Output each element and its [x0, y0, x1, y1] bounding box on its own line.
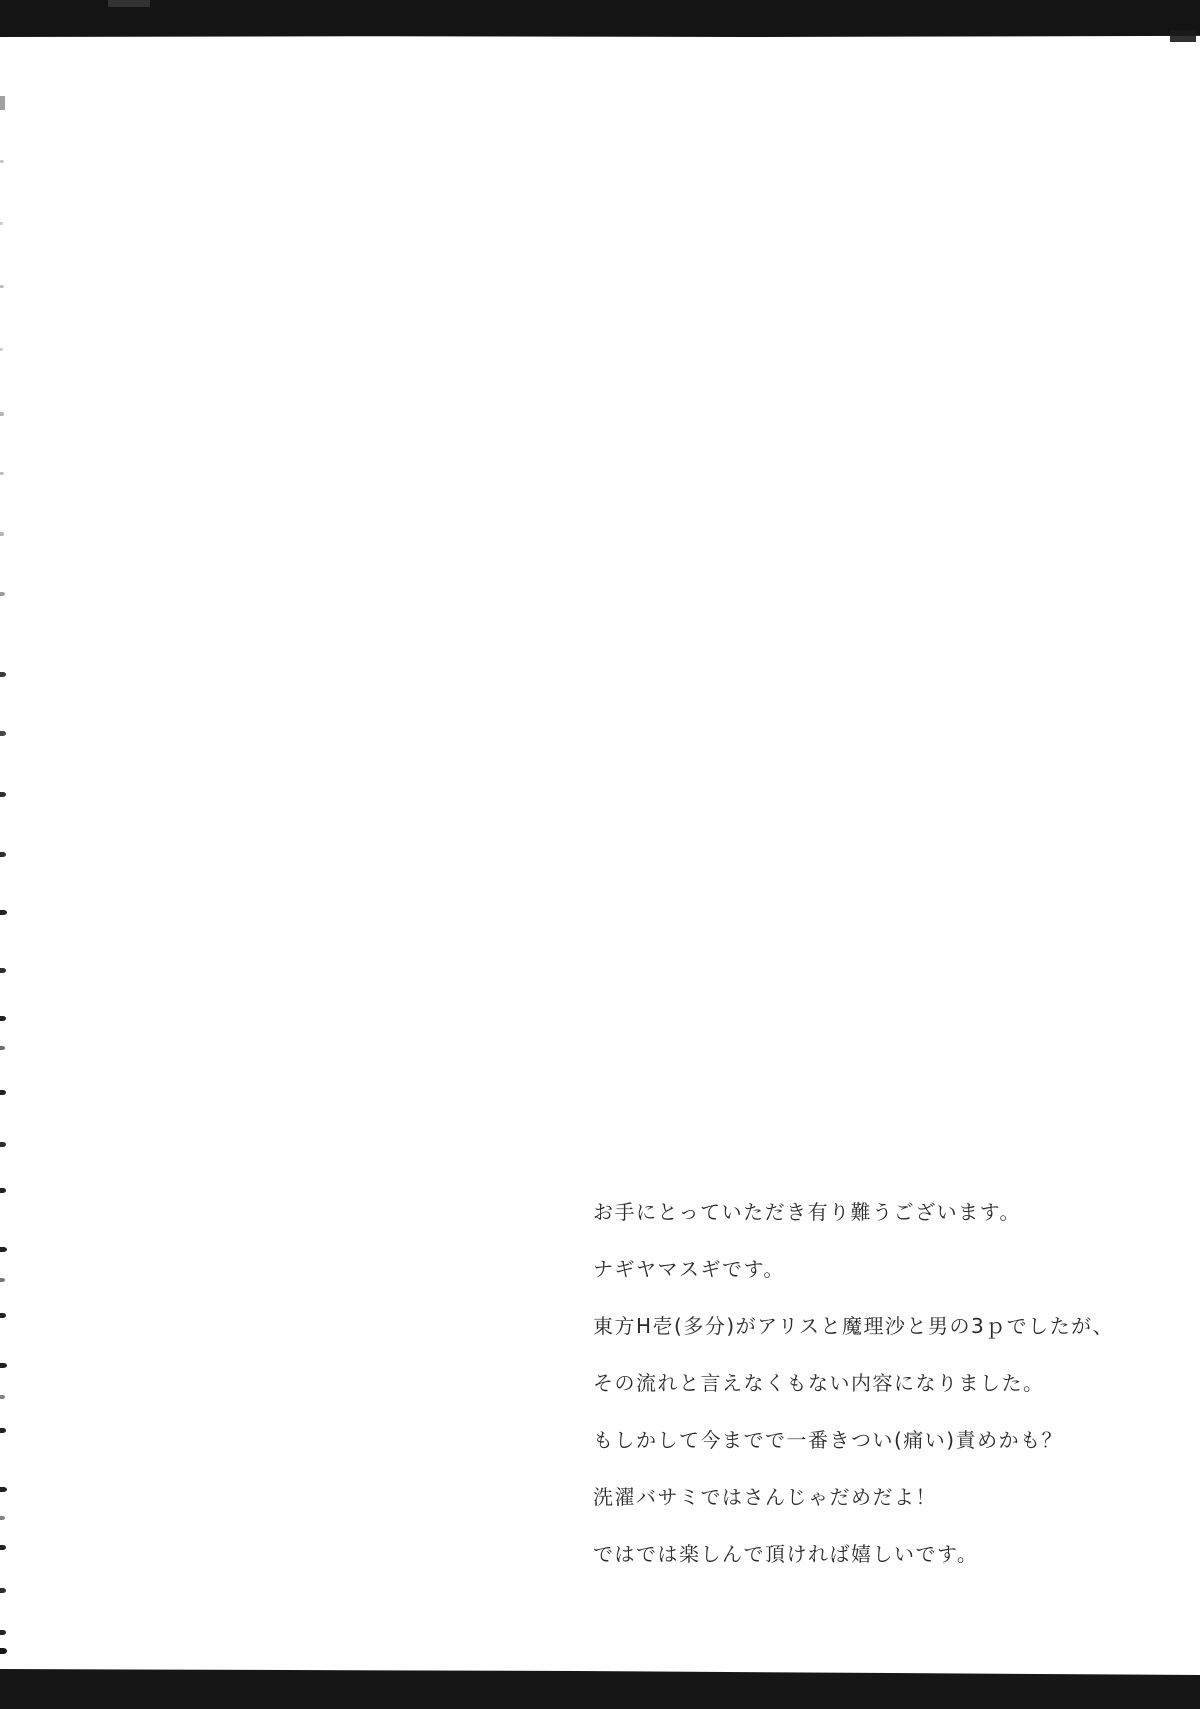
binding-mark: [0, 1247, 7, 1252]
afterword-line: もしかして今までで一番きつい(痛い)責めかも？: [593, 1428, 1064, 1452]
binding-mark: [0, 1363, 7, 1368]
scan-smudge: [108, 0, 150, 7]
binding-mark: [0, 792, 6, 797]
binding-mark: [0, 1428, 6, 1433]
binding-mark: [0, 852, 6, 857]
binding-mark: [0, 1395, 5, 1399]
binding-mark: [0, 1046, 5, 1050]
binding-mark: [0, 285, 4, 288]
afterword-line: ナギヤマスギです。: [593, 1257, 785, 1281]
binding-mark: [0, 222, 3, 225]
binding-mark: [0, 1545, 6, 1550]
binding-mark: [0, 1090, 6, 1095]
binding-mark: [0, 910, 7, 915]
binding-mark: [0, 1313, 6, 1318]
binding-mark: [0, 731, 6, 736]
binding-mark: [0, 1648, 7, 1654]
afterword-line: その流れと言えなくもない内容になりました。: [593, 1371, 1045, 1395]
binding-mark: [0, 1630, 6, 1635]
scan-smudge: [0, 96, 5, 110]
afterword-line: 洗濯バサミではさんじゃだめだよ！: [593, 1485, 937, 1509]
binding-mark: [0, 1487, 7, 1492]
scan-smudge: [1170, 30, 1196, 42]
binding-mark: [0, 1588, 6, 1593]
binding-mark: [0, 1516, 5, 1520]
afterword-line: 東方H壱(多分)がアリスと魔理沙と男の3ｐでしたが、: [593, 1314, 1115, 1338]
binding-mark: [0, 532, 4, 536]
binding-mark: [0, 1278, 5, 1282]
binding-mark: [0, 160, 4, 163]
binding-mark: [0, 472, 4, 475]
binding-mark: [0, 592, 5, 596]
afterword-line: ではでは楽しんで頂ければ嬉しいです。: [593, 1542, 979, 1566]
afterword-line: お手にとっていただき有り難うございます。: [593, 1200, 1021, 1224]
binding-mark: [0, 968, 6, 973]
binding-mark: [0, 1016, 6, 1021]
binding-mark: [0, 412, 4, 416]
afterword-text: [593, 1184, 1183, 1583]
binding-mark: [0, 1142, 6, 1147]
binding-mark: [0, 1188, 6, 1193]
scan-bottom-border: [0, 1668, 1200, 1709]
scan-top-border: [0, 0, 1200, 37]
binding-mark: [0, 672, 6, 677]
binding-mark: [0, 348, 3, 351]
binding-hole-marks: [0, 0, 12, 1709]
